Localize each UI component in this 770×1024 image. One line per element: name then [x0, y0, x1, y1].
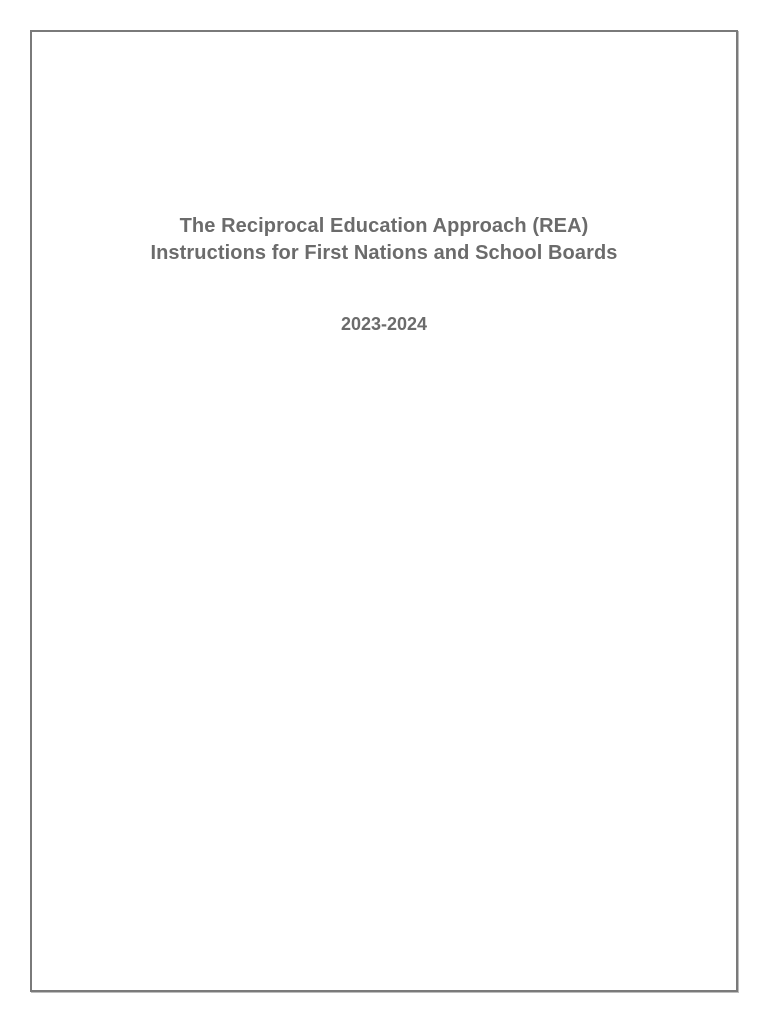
document-page: [30, 30, 738, 992]
title-line-1: The Reciprocal Education Approach (REA): [179, 215, 589, 237]
document-year: 2023-2024: [340, 314, 428, 334]
document-title: [32, 213, 736, 267]
title-line-2: Instructions for First Nations and School Boards: [150, 242, 618, 264]
